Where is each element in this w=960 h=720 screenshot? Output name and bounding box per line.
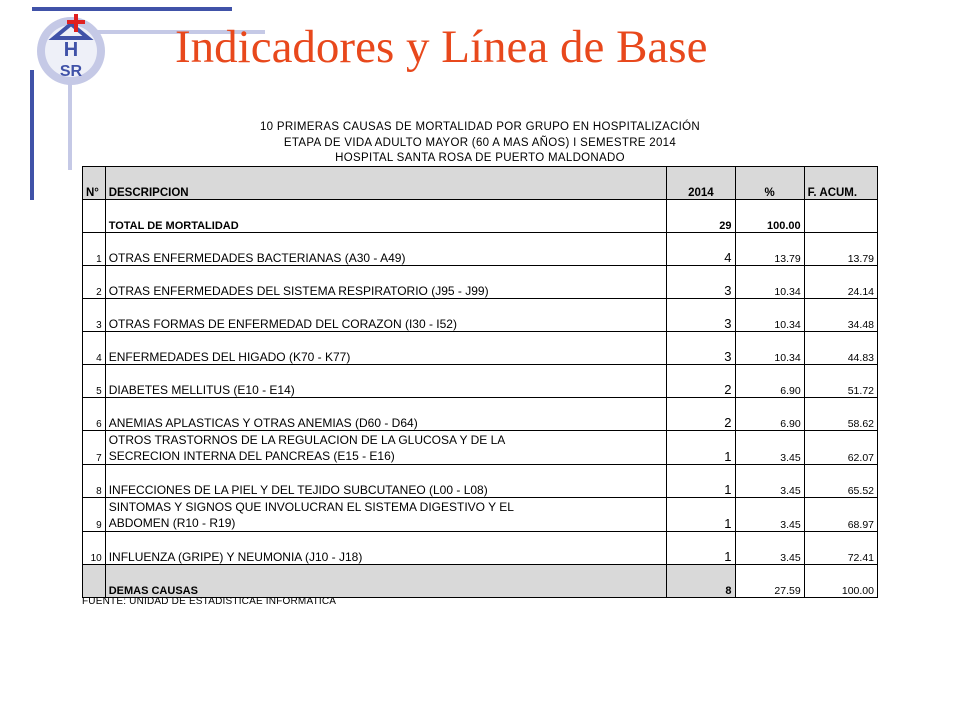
total-pct: 100.00 xyxy=(735,200,804,233)
row-desc: INFECCIONES DE LA PIEL Y DEL TEJIDO SUBCUTANEO (L00 - L08) xyxy=(105,465,667,498)
row-acum: 13.79 xyxy=(804,233,877,266)
row-pct: 3.45 xyxy=(735,431,804,465)
row-value: 3 xyxy=(667,299,735,332)
row-value: 2 xyxy=(667,398,735,431)
table-row xyxy=(83,299,878,332)
table-row xyxy=(83,266,878,299)
header-no: N° xyxy=(83,167,106,200)
slide-title: Indicadores y Línea de Base xyxy=(175,21,708,73)
row-value: 1 xyxy=(667,465,735,498)
others-acum: 100.00 xyxy=(804,565,877,598)
row-pct: 10.34 xyxy=(735,299,804,332)
others-label: DEMAS CAUSAS xyxy=(105,565,667,598)
row-pct: 6.90 xyxy=(735,398,804,431)
row-no: 2 xyxy=(83,266,106,299)
report-title-line-1: 10 PRIMERAS CAUSAS DE MORTALIDAD POR GRUPO EN HOSPITALIZACIÓN xyxy=(259,121,701,133)
table-row xyxy=(83,332,878,365)
others-row xyxy=(83,565,878,598)
hospital-logo xyxy=(30,8,112,90)
total-value: 29 xyxy=(667,200,735,233)
row-desc: DIABETES MELLITUS (E10 - E14) xyxy=(105,365,667,398)
row-acum: 72.41 xyxy=(804,532,877,565)
report-title-line-3: HOSPITAL SANTA ROSA DE PUERTO MALDONADO xyxy=(335,152,625,164)
total-label: TOTAL DE MORTALIDAD xyxy=(105,200,667,233)
row-desc xyxy=(105,431,667,465)
row-value: 1 xyxy=(667,532,735,565)
row-no: 6 xyxy=(83,398,106,431)
header-year: 2014 xyxy=(667,167,735,200)
row-no: 3 xyxy=(83,299,106,332)
table-row xyxy=(83,465,878,498)
header-pct: % xyxy=(735,167,804,200)
row-pct: 10.34 xyxy=(735,266,804,299)
header-descripcion: DESCRIPCION xyxy=(105,167,667,200)
row-acum: 44.83 xyxy=(804,332,877,365)
row-desc: OTRAS ENFERMEDADES DEL SISTEMA RESPIRATORIO (J95 - J99) xyxy=(105,266,667,299)
row-value: 1 xyxy=(667,498,735,532)
row-desc: INFLUENZA (GRIPE) Y NEUMONIA (J10 - J18) xyxy=(105,532,667,565)
others-value: 8 xyxy=(667,565,735,598)
mortality-table xyxy=(82,166,878,598)
row-desc: ANEMIAS APLASTICAS Y OTRAS ANEMIAS (D60 - D64) xyxy=(105,398,667,431)
row-pct: 13.79 xyxy=(735,233,804,266)
row-desc xyxy=(105,498,667,532)
row-pct: 3.45 xyxy=(735,532,804,565)
row-desc: OTRAS FORMAS DE ENFERMEDAD DEL CORAZON (I30 - I52) xyxy=(105,299,667,332)
row-acum: 51.72 xyxy=(804,365,877,398)
row-acum: 68.97 xyxy=(804,498,877,532)
others-no xyxy=(83,565,106,598)
row-value: 4 xyxy=(667,233,735,266)
source-footnote: FUENTE: UNIDAD DE ESTADISTICAE INFORMATICA xyxy=(82,596,337,607)
row-acum: 34.48 xyxy=(804,299,877,332)
table-row xyxy=(83,398,878,431)
report-title-line-2: ETAPA DE VIDA ADULTO MAYOR (60 A MAS AÑOS) I SEMESTRE 2014 xyxy=(283,137,677,149)
table-row xyxy=(83,532,878,565)
row-value: 3 xyxy=(667,266,735,299)
row-value: 1 xyxy=(667,431,735,465)
row-no: 1 xyxy=(83,233,106,266)
row-desc: ENFERMEDADES DEL HIGADO (K70 - K77) xyxy=(105,332,667,365)
row-acum: 58.62 xyxy=(804,398,877,431)
total-acum xyxy=(804,200,877,233)
table-row xyxy=(83,498,878,532)
header-acum: F. ACUM. xyxy=(804,167,877,200)
svg-text:H: H xyxy=(63,39,79,61)
row-no: 10 xyxy=(83,532,106,565)
row-pct: 10.34 xyxy=(735,332,804,365)
row-no: 9 xyxy=(83,498,106,532)
row-acum: 24.14 xyxy=(804,266,877,299)
row-pct: 3.45 xyxy=(735,465,804,498)
row-no: 8 xyxy=(83,465,106,498)
row-desc-line-2: ABDOMEN (R10 - R19) xyxy=(108,516,236,530)
row-no: 4 xyxy=(83,332,106,365)
others-pct: 27.59 xyxy=(735,565,804,598)
row-no: 7 xyxy=(83,431,106,465)
svg-text:SR: SR xyxy=(59,63,83,80)
row-desc: OTRAS ENFERMEDADES BACTERIANAS (A30 - A49) xyxy=(105,233,667,266)
row-desc-line-1: SINTOMAS Y SIGNOS QUE INVOLUCRAN EL SISTEMA DIGESTIVO Y EL xyxy=(108,500,514,514)
row-no: 5 xyxy=(83,365,106,398)
total-no xyxy=(83,200,106,233)
row-acum: 65.52 xyxy=(804,465,877,498)
row-acum: 62.07 xyxy=(804,431,877,465)
row-desc-line-1: OTROS TRASTORNOS DE LA REGULACION DE LA GLUCOSA Y DE LA xyxy=(108,433,506,447)
row-pct: 6.90 xyxy=(735,365,804,398)
table-row xyxy=(83,431,878,465)
table-row xyxy=(83,233,878,266)
row-desc-line-2: SECRECION INTERNA DEL PANCREAS (E15 - E16) xyxy=(108,449,395,463)
table-header-row xyxy=(83,167,878,200)
row-value: 3 xyxy=(667,332,735,365)
row-pct: 3.45 xyxy=(735,498,804,532)
row-value: 2 xyxy=(667,365,735,398)
total-row xyxy=(83,200,878,233)
table-row xyxy=(83,365,878,398)
